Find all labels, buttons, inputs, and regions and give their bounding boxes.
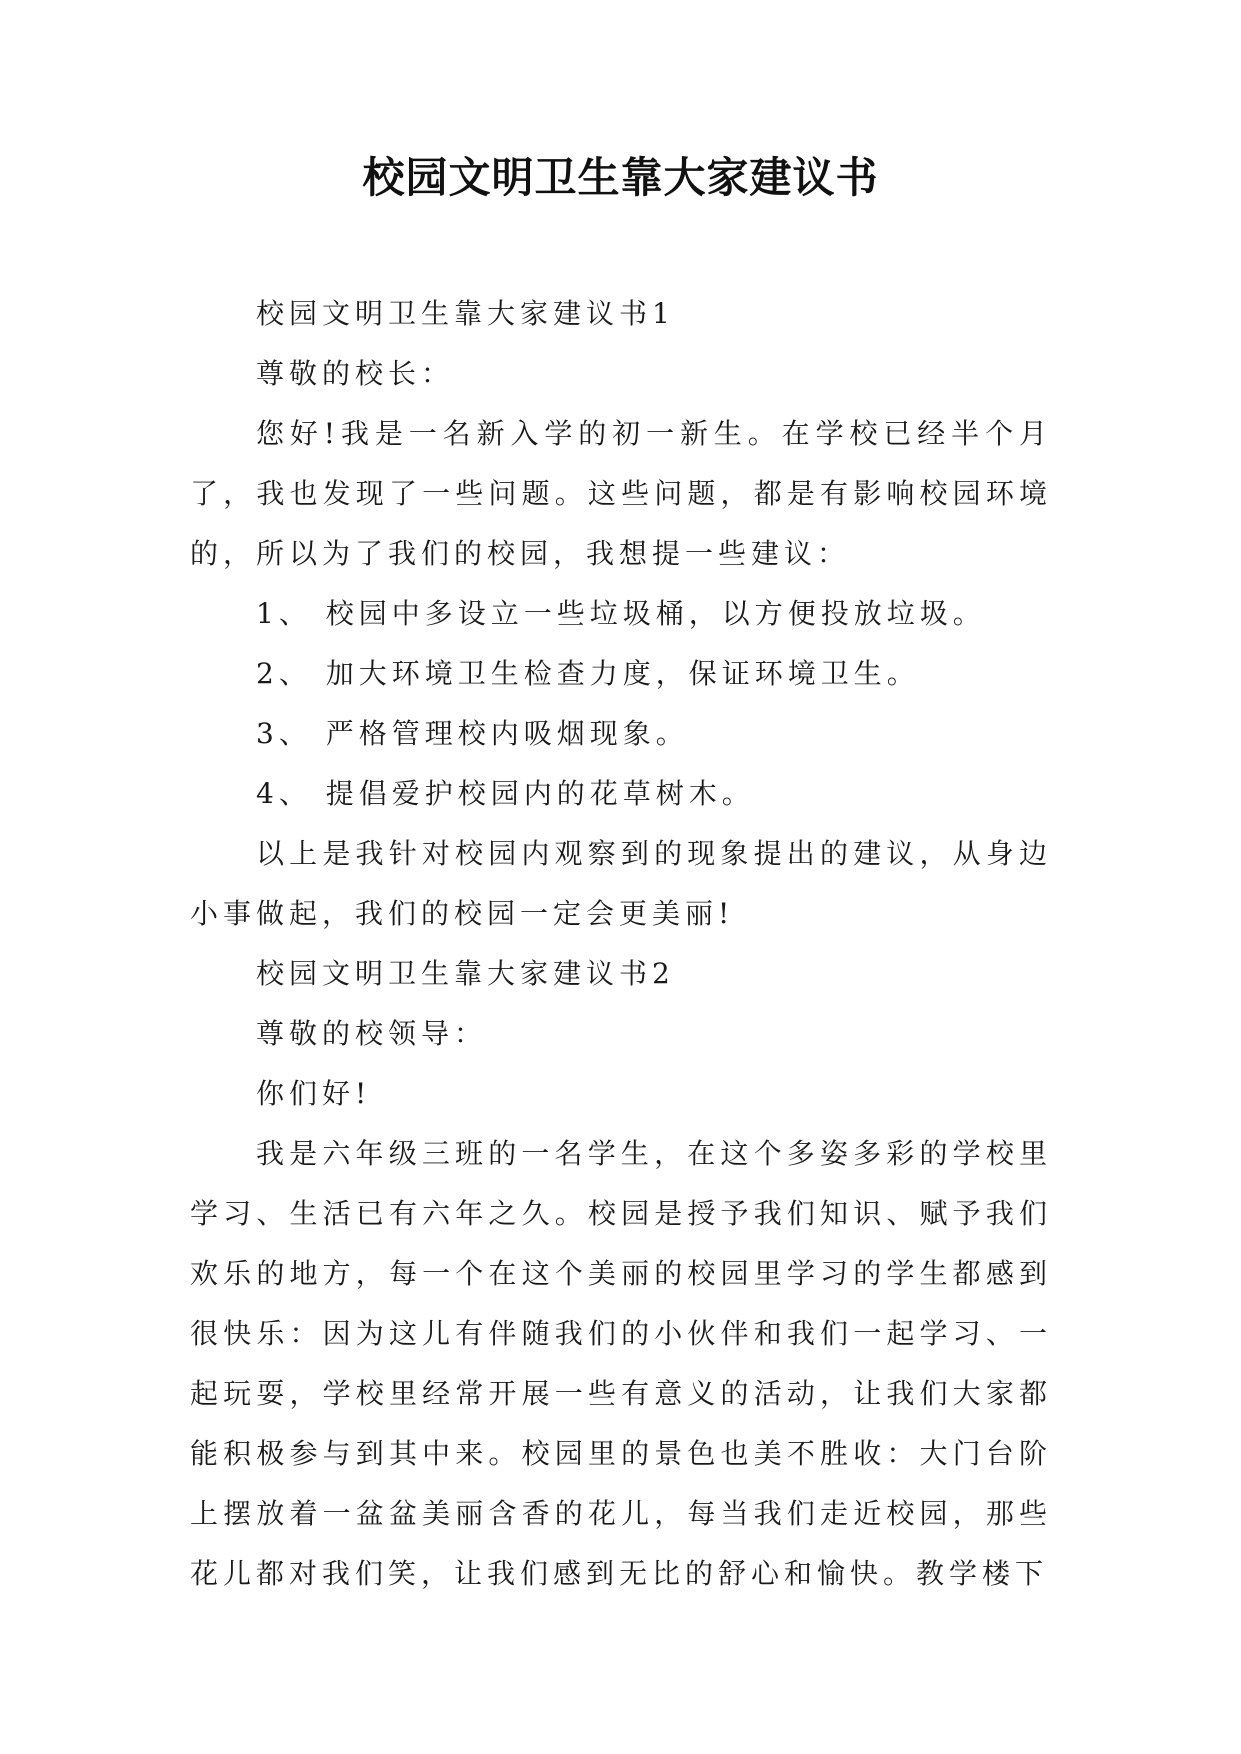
salutation-2: 尊敬的校领导： <box>256 1017 488 1050</box>
suggestion-item-3: 3、 严格管理校内吸烟现象。 <box>256 717 689 750</box>
section-heading-1: 校园文明卫生靠大家建议书1 <box>256 297 675 330</box>
body-paragraph: 您好!我是一名新入学的初一新生。在学校已经半个月了，我也发现了一些问题。这些问题，都是有影响校园环境的，所以为了我们的校园，我想提一些建议： <box>190 417 1052 570</box>
suggestion-item-1: 1、 校园中多设立一些垃圾桶，以方便投放垃圾。 <box>256 597 986 630</box>
body-paragraph: 以上是我针对校园内观察到的现象提出的建议，从身边小事做起，我们的校园一定会更美丽! <box>190 837 1052 930</box>
suggestion-item-2: 2、 加大环境卫生检查力度，保证环境卫生。 <box>256 657 920 690</box>
document-title: 校园文明卫生靠大家建议书 <box>362 153 879 202</box>
document-body <box>190 284 1052 1604</box>
salutation-1: 尊敬的校长： <box>256 357 455 390</box>
greeting: 你们好! <box>256 1077 372 1110</box>
suggestion-item-4: 4、 提倡爱护校园内的花草树木。 <box>256 777 755 810</box>
body-paragraph: 我是六年级三班的一名学生，在这个多姿多彩的学校里学习、生活已有六年之久。校园是授予我们知识、赋予我们欢乐的地方，每一个在这个美丽的校园里学习的学生都感到很快乐：因为这儿有伴随我们的小伙伴和我们一起学习、一起玩耍，学校里经常开展一些有意义的活动，让我们大家都能积极参与到其中来。校园里的景色也美不胜收：大门台阶上摆放着一盆盆美丽含香的花儿，每当我们走近校园，那些花儿都对我们笑，让我们感到无比的舒心和愉快。教学楼下 <box>190 1137 1052 1590</box>
section-heading-2: 校园文明卫生靠大家建议书2 <box>256 957 675 990</box>
